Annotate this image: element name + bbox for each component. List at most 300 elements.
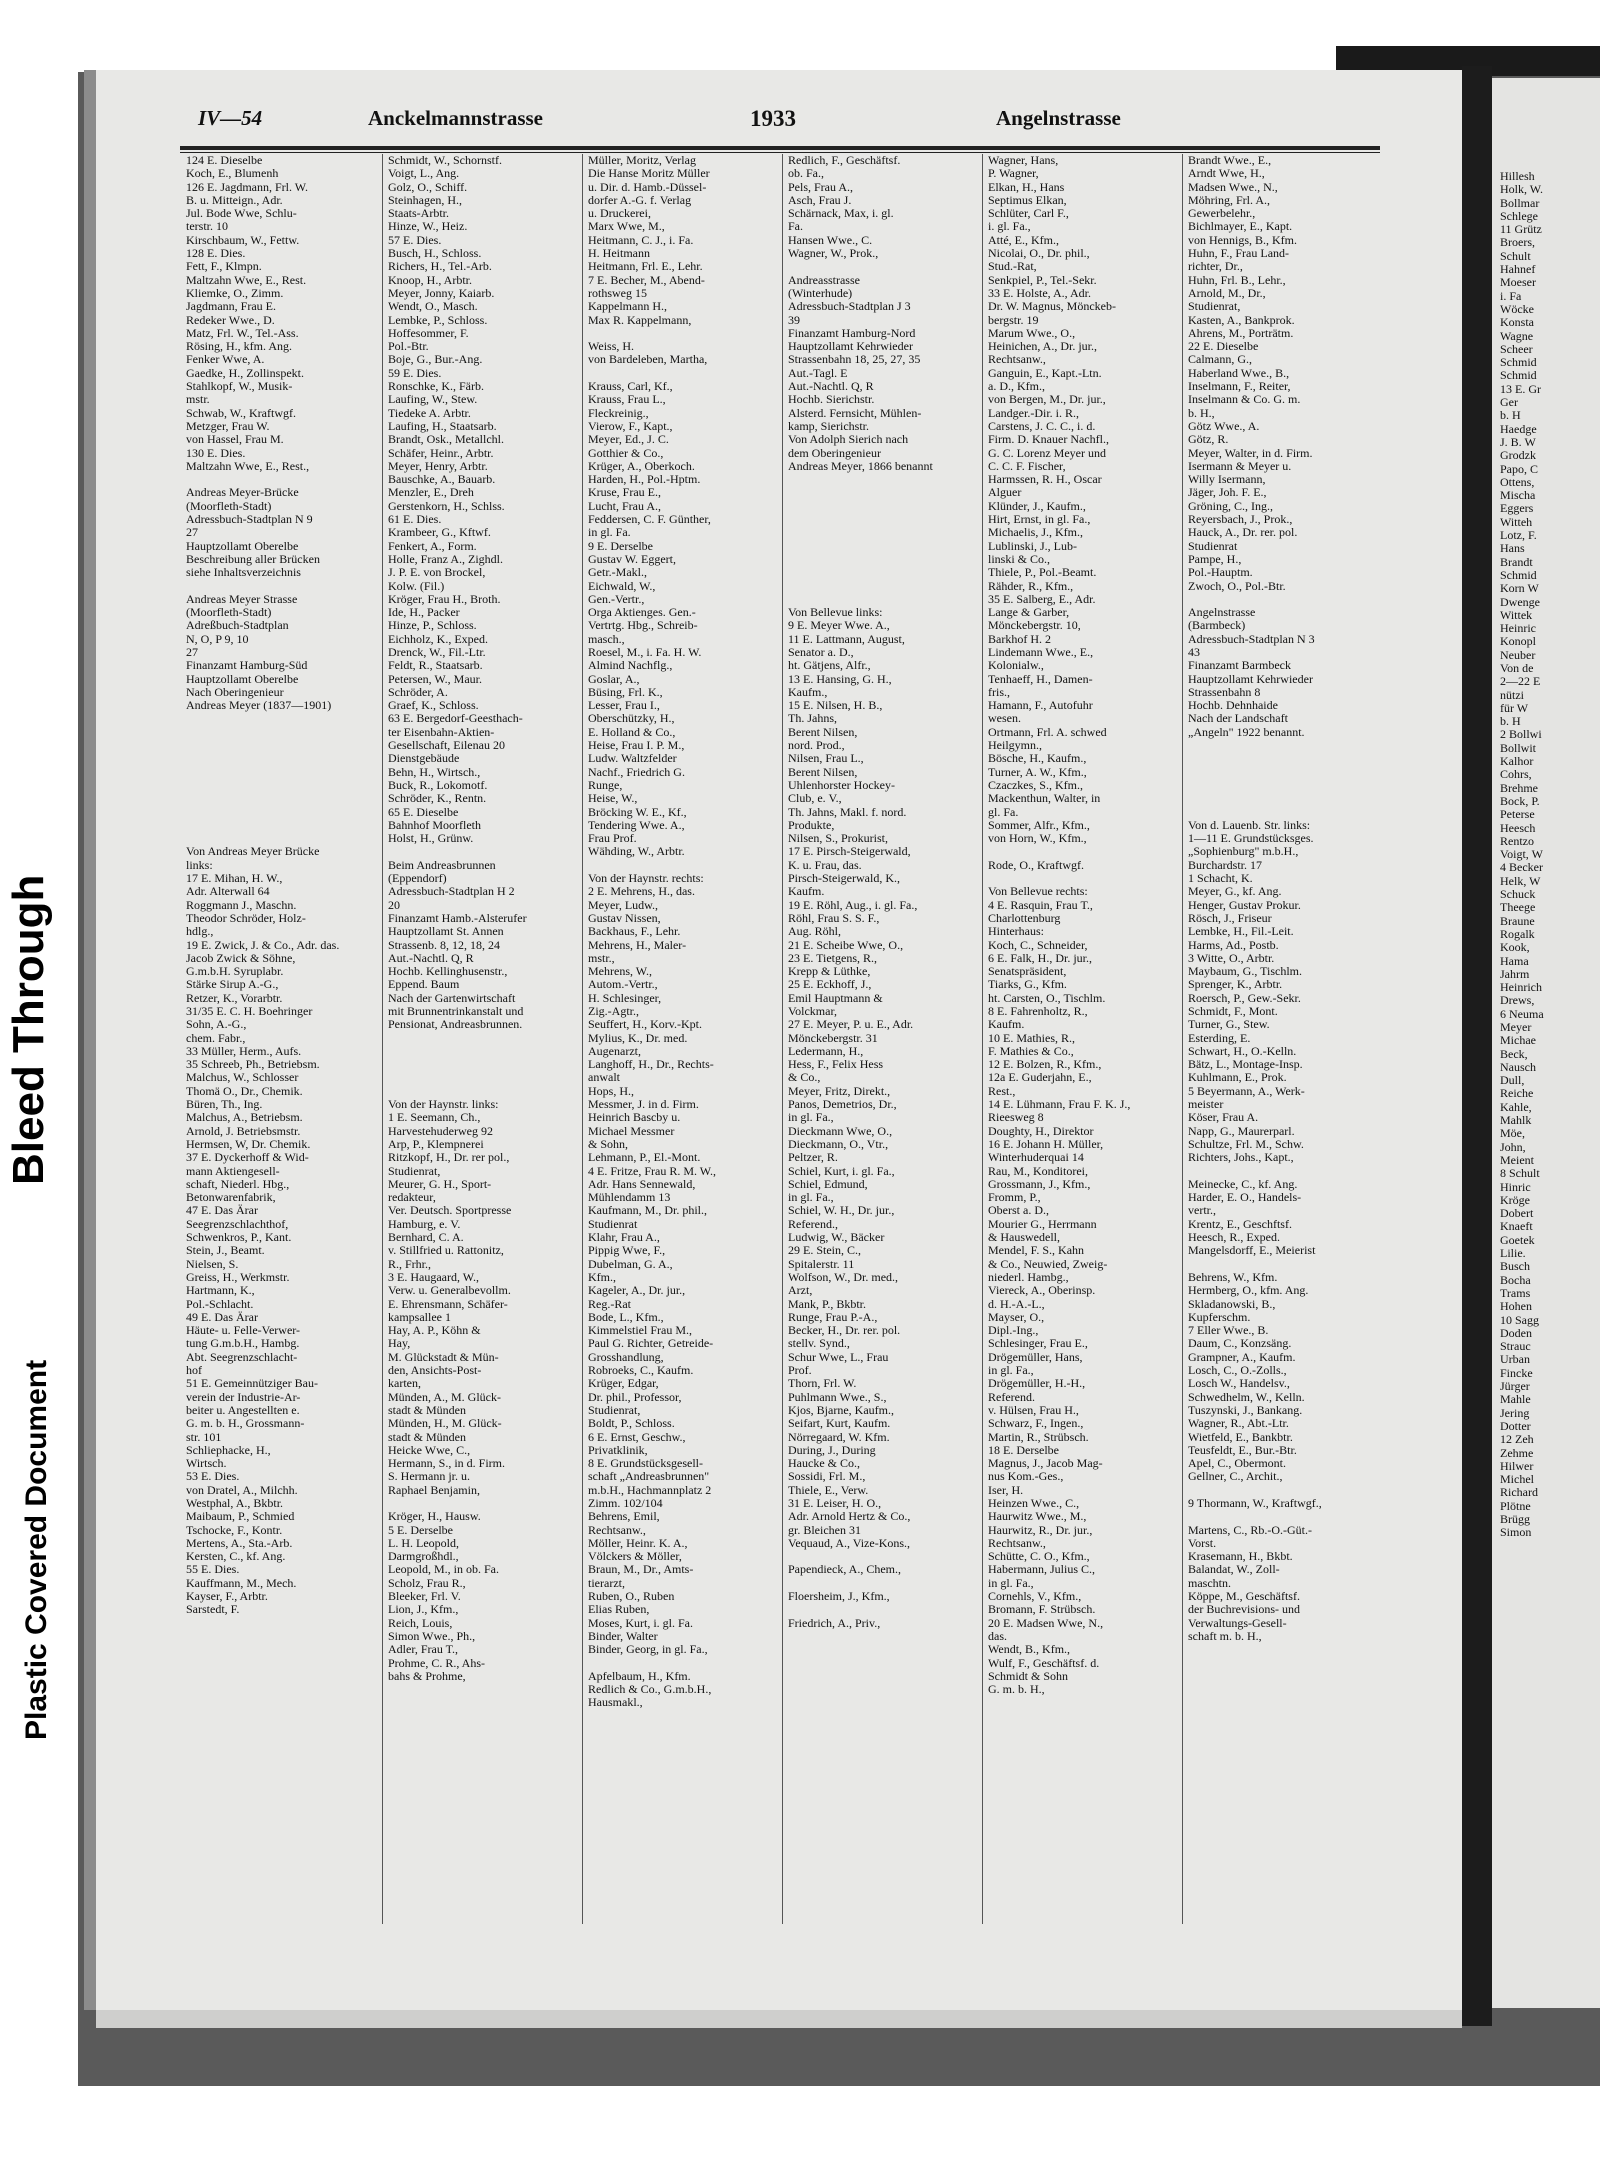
facing-page-line: 8 Schult (1500, 1166, 1540, 1181)
directory-line: Raphael Benjamin, (388, 1483, 480, 1497)
directory-line: Elias Ruben, (588, 1603, 650, 1617)
directory-line: Haucke & Co., (788, 1457, 860, 1471)
directory-line: 1 Schacht, K. (1188, 872, 1253, 886)
facing-page-line: Moeser (1500, 275, 1536, 290)
directory-line: tierarzt, (588, 1576, 625, 1590)
facing-page-line: Dull, (1500, 1073, 1525, 1088)
directory-line: Schultze, Frl. M., Schw. (1188, 1137, 1304, 1151)
directory-line: Meurer, G. H., Sport- (388, 1177, 492, 1191)
directory-line: Dienstgebäude (388, 752, 460, 766)
directory-line: Emil Hauptmann & (788, 991, 883, 1005)
directory-line: Uhlenhorster Hockey- (788, 778, 895, 792)
directory-line: Referend., (788, 1217, 838, 1231)
directory-line: Verw. u. Generalbevollm. (388, 1284, 511, 1298)
directory-line: 39 (788, 313, 800, 327)
directory-line: 18 E. Derselbe (988, 1443, 1059, 1457)
directory-line: Papendieck, A., Chem., (788, 1563, 901, 1577)
directory-line: Lublinski, J., Lub- (988, 539, 1077, 553)
directory-line: Grosshandlung, (588, 1350, 664, 1364)
directory-line: 12 E. Bolzen, R., Kfm., (988, 1058, 1102, 1072)
directory-line: Hay, (388, 1337, 411, 1351)
directory-line: Hinze, W., Heiz. (388, 220, 468, 234)
directory-line: Gerstenkorn, H., Schlss. (388, 499, 505, 513)
directory-line: Hauptzollamt St. Annen (388, 925, 504, 939)
header-rule-thin (180, 152, 1380, 153)
directory-line: Leopold, M., in ob. Fa. (388, 1563, 499, 1577)
facing-page-line: Schult (1500, 248, 1531, 263)
directory-line: redakteur, (388, 1191, 436, 1205)
facing-page-line: Schuck (1500, 887, 1536, 902)
directory-line: 61 E. Dies. (388, 513, 442, 527)
directory-line: Richters, Johs., Kapt., (1188, 1151, 1294, 1165)
directory-line (186, 473, 376, 486)
directory-line: R., Frhr., (388, 1257, 432, 1271)
bleed-through-label: Bleed Through (4, 874, 53, 1185)
directory-line (788, 1550, 976, 1563)
directory-line: Wagner, W., Prok., (788, 247, 879, 261)
directory-line: Ahrens, M., Porträtm. (1188, 326, 1294, 340)
directory-line: Willy Isermann, (1188, 473, 1266, 487)
directory-line: Binder, Walter (588, 1629, 658, 1643)
facing-page-line: Eggers (1500, 501, 1534, 516)
directory-line: Zwoch, O., Pol.-Btr. (1188, 579, 1286, 593)
directory-line: Götz Wwe., A. (1188, 419, 1260, 433)
directory-line (788, 526, 976, 539)
directory-line: Krasemann, H., Bkbt. (1188, 1550, 1293, 1564)
directory-line: Nilsen, Frau L., (788, 752, 864, 766)
directory-line: Zimm. 102/104 (588, 1496, 663, 1510)
directory-line: Buck, R., Lokomotf. (388, 778, 488, 792)
directory-line: Bode, L., Kfm., (588, 1310, 664, 1324)
directory-line: Napp, G., Maurerparl. (1188, 1124, 1295, 1138)
directory-line: Behn, H., Wirtsch., (388, 765, 481, 779)
directory-line: Stein, J., Beamt. (186, 1244, 265, 1258)
directory-line: Thorn, Frl. W. (788, 1377, 857, 1391)
facing-page-line: 12 Zeh (1500, 1432, 1534, 1447)
directory-line: Frau Prof. (588, 832, 637, 846)
directory-line: Laufing, W., Stew. (388, 393, 478, 407)
directory-line: von Horn, W., Kfm., (988, 832, 1087, 846)
directory-line: (Moorfleth-Stadt) (186, 499, 272, 513)
directory-line: Rähder, R., Kfm., (988, 579, 1074, 593)
directory-line: das. (988, 1629, 1007, 1643)
facing-page-line: Grodzk (1500, 448, 1536, 463)
facing-page-line: Witteh (1500, 514, 1533, 529)
directory-line: Adr. Arnold Hertz & Co., (788, 1510, 911, 1524)
directory-line (186, 580, 376, 593)
directory-column-3 (588, 154, 776, 1924)
directory-line: von Hassel, Frau M. (186, 433, 284, 447)
facing-page-line: Kahle, (1500, 1099, 1532, 1114)
directory-line: 3 Witte, O., Arbtr. (1188, 951, 1275, 965)
directory-line: verein der Industrie-Ar- (186, 1390, 301, 1404)
directory-line: Thiele, P., Pol.-Beamt. (988, 566, 1097, 580)
directory-line: Kappelmann H., (588, 300, 667, 314)
directory-line: Gen.-Vertr., (588, 592, 645, 606)
directory-line: 4 E. Fritze, Frau R. M. W., (588, 1164, 716, 1178)
directory-line: Huhn, F., Frau Land- (1188, 247, 1290, 261)
directory-line: bahs & Prohme, (388, 1669, 466, 1683)
directory-line: schaft, Niederl. Hbg., (186, 1177, 290, 1191)
side-label-strip (0, 700, 60, 1780)
directory-line (186, 752, 376, 765)
directory-line: Henger, Gustav Prokur. (1188, 898, 1301, 912)
directory-line: Kfm., (588, 1270, 616, 1284)
directory-line: Richers, H., Tel.-Arb. (388, 260, 492, 274)
directory-line: & Sohn, (588, 1137, 629, 1151)
directory-line: Kasten, A., Bankprok. (1188, 313, 1295, 327)
directory-line: 5 Beyermann, A., Werk- (1188, 1084, 1305, 1098)
directory-line: Adressbuch-Stadtplan J 3 (788, 300, 911, 314)
directory-line: Dubelman, G. A., (588, 1257, 673, 1271)
directory-line: links: (186, 858, 213, 872)
directory-line: Schwab, W., Kraftwgf. (186, 406, 296, 420)
directory-line (186, 726, 376, 739)
facing-page-line: 2 Bollwi (1500, 727, 1542, 742)
facing-page-line: Dwenge (1500, 594, 1540, 609)
directory-line (1188, 593, 1384, 606)
directory-line (788, 473, 976, 486)
directory-line: Hermsen, W, Dr. Chemik. (186, 1137, 311, 1151)
facing-page-line: 11 Grütz (1500, 222, 1542, 237)
directory-line: 57 E. Dies. (388, 233, 442, 247)
directory-line: (Winterhude) (788, 286, 853, 300)
facing-page-line: 6 Neuma (1500, 1006, 1544, 1021)
directory-line: Losch, C., O.-Zolls., (1188, 1364, 1287, 1378)
directory-line: Behrens, W., Kfm. (1188, 1270, 1278, 1284)
facing-page-line: Simon (1500, 1525, 1532, 1540)
directory-line: Th. Jahns, Makl. f. nord. (788, 805, 907, 819)
directory-line (988, 845, 1176, 858)
directory-line: Robroeks, C., Kaufm. (588, 1364, 694, 1378)
directory-line: Nicolai, O., Dr. phil., (988, 247, 1090, 261)
directory-line: 33 Müller, Herm., Aufs. (186, 1044, 302, 1058)
directory-line: Wagner, Hans, (988, 154, 1059, 167)
directory-line: Backhaus, F., Lehr. (588, 925, 681, 939)
directory-line: 21 E. Scheibe Wwe, O., (788, 938, 904, 952)
directory-line: Apel, C., Obermont. (1188, 1457, 1286, 1471)
directory-line: Vierow, F., Kapt., (588, 419, 673, 433)
directory-line: Haurwitz, R., Dr. jur., (988, 1523, 1093, 1537)
facing-page-line: Helk, W (1500, 873, 1541, 888)
directory-line: hdlg., (186, 925, 214, 939)
facing-page-line: Michel (1500, 1472, 1534, 1487)
directory-line: Vorst. (1188, 1536, 1217, 1550)
directory-line: Krüger, A., Oberkoch. (588, 459, 695, 473)
directory-line: Kaufmann, M., Dr. phil., (588, 1204, 707, 1218)
directory-line: Roggmann J., Maschn. (186, 898, 297, 912)
directory-line: Scholz, Frau R., (388, 1576, 466, 1590)
directory-line: Schärnack, Max, i. gl. (788, 207, 894, 221)
directory-line: Puhlmann Wwe., S., (788, 1390, 887, 1404)
facing-page-line: Meient (1500, 1152, 1534, 1167)
directory-line: Czaczkes, S., Kfm., (988, 778, 1083, 792)
directory-line: Martens, C., Rb.-O.-Güt.- (1188, 1523, 1312, 1537)
directory-line: Vertrtg. Hbg., Schreib- (588, 619, 698, 633)
directory-line: Goslar, A., (588, 672, 640, 686)
directory-line: Harder, E. O., Handels- (1188, 1191, 1302, 1205)
facing-page-line: 2—22 E (1500, 674, 1541, 689)
facing-page-line: nützi (1500, 687, 1524, 702)
directory-line: Pels, Frau A., (788, 180, 854, 194)
directory-line: Skladanowski, B., (1188, 1297, 1276, 1311)
directory-line: Simon Wwe., Ph., (388, 1629, 476, 1643)
directory-line: Schmidt, W., Schornstf. (388, 154, 503, 167)
directory-line: Lehmann, P., El.-Mont. (588, 1151, 701, 1165)
directory-line: Seegrenzschlachthof, (186, 1217, 289, 1231)
directory-line: Runge, (588, 778, 623, 792)
directory-line: Wagner, R., Abt.-Ltr. (1188, 1417, 1289, 1431)
directory-line: Finanzamt Barmbeck (1188, 659, 1291, 673)
directory-line (186, 779, 376, 792)
directory-line: Runge, Frau P.-A., (788, 1310, 878, 1324)
directory-line: 15 E. Nilsen, H. B., (788, 699, 883, 713)
directory-line: Möhring, Frl. A., (1188, 193, 1271, 207)
directory-line: & Co., (788, 1071, 821, 1085)
directory-line: Hartmann, K., (186, 1284, 255, 1298)
facing-page-line: Jürger (1500, 1379, 1530, 1394)
directory-line (388, 1071, 576, 1084)
facing-page-line: Möe, (1500, 1126, 1525, 1141)
directory-line (186, 806, 376, 819)
facing-page-line: Schmid (1500, 368, 1537, 383)
directory-line: Studienrat, (1188, 300, 1241, 314)
directory-line: Seifart, Kurt, Kaufm. (788, 1417, 891, 1431)
directory-line: Prof. (788, 1364, 812, 1378)
directory-line: Mendel, F. S., Kahn (988, 1244, 1085, 1258)
directory-line: (Moorfleth-Stadt) (186, 606, 272, 620)
directory-line: Asch, Frau J. (788, 193, 852, 207)
directory-line: Drögemüller, H.-H., (988, 1377, 1086, 1391)
directory-line: Bernhard, C. A. (388, 1231, 464, 1245)
directory-line: Moses, Kurt, i. gl. Fa. (588, 1616, 693, 1630)
directory-line: Inselmann, F., Reiter, (1188, 380, 1291, 394)
facing-page-line: Hans (1500, 541, 1525, 556)
directory-line: Redlich, F., Geschäftsf. (788, 154, 901, 167)
directory-line: Krentz, E., Geschftsf. (1188, 1217, 1292, 1231)
directory-line: Tschocke, F., Kontr. (186, 1523, 283, 1537)
directory-line (388, 1058, 576, 1071)
directory-line: Stahlkopf, W., Musik- (186, 380, 293, 394)
facing-page-line: Bock, P. (1500, 793, 1540, 808)
directory-line (988, 872, 1176, 885)
directory-line: 29 E. Stein, C., (788, 1244, 862, 1258)
directory-line: Schliephacke, H., (186, 1443, 271, 1457)
directory-line: Drenck, W., Fil.-Ltr. (388, 645, 486, 659)
directory-line: Wulf, F., Geschäftsf. d. (988, 1656, 1100, 1670)
directory-line: Produkte, (788, 818, 835, 832)
facing-page-line: Braune (1500, 913, 1535, 928)
directory-line: Schmidt, F., Mont. (1188, 1005, 1278, 1018)
directory-line: Fenker Wwe, A. (186, 353, 265, 367)
directory-line: Ide, H., Packer (388, 606, 460, 620)
directory-line (788, 553, 976, 566)
facing-page-line: Konopl (1500, 634, 1536, 649)
directory-line: Ganguin, E., Kapt.-Ltn. (988, 366, 1102, 380)
directory-line (788, 260, 976, 273)
directory-line: Kayser, F., Arbtr. (186, 1590, 268, 1604)
directory-line: Oberst a. D., (988, 1204, 1049, 1218)
directory-line: & Co., Neuwied, Zweig- (988, 1257, 1108, 1271)
directory-line: Schiel, W. H., Dr. jur., (788, 1204, 895, 1218)
directory-line: ter Eisenbahn-Aktien- (388, 725, 495, 739)
directory-line: Münden, H., M. Glück- (388, 1417, 502, 1431)
column-divider (982, 154, 983, 1924)
directory-line (788, 513, 976, 526)
facing-page-line: Kook, (1500, 940, 1530, 955)
directory-line: Atté, E., Kfm., (988, 233, 1059, 247)
directory-line: Strassenbahn 18, 25, 27, 35 (788, 353, 921, 367)
directory-line: tung G.m.b.H., Hambg. (186, 1337, 300, 1351)
facing-page-line: Von de (1500, 660, 1534, 675)
directory-line: Hauptzollamt Kehrwieder (788, 340, 913, 354)
directory-line: Pensionat, Andreasbrunnen. (388, 1018, 523, 1032)
directory-line (388, 845, 576, 858)
facing-page-line: Strauc (1500, 1339, 1531, 1354)
directory-line: nord. Prod., (788, 739, 845, 753)
directory-line: a. D., Kfm., (988, 380, 1045, 394)
directory-line: Gellner, C., Archit., (1188, 1470, 1283, 1484)
directory-line: Rest., (988, 1084, 1016, 1098)
facing-page-line: Wittek (1500, 607, 1533, 622)
directory-line: Tendering Wwe. A., (588, 818, 685, 832)
directory-line: Schwart, H., O.-Kelln. (1188, 1044, 1297, 1058)
directory-line: v. Stillfried u. Rattonitz, (388, 1244, 504, 1258)
directory-line (788, 1603, 976, 1616)
directory-line: Bösche, H., Kaufm., (988, 752, 1087, 766)
directory-line: Apfelbaum, H., Kfm. (588, 1669, 691, 1683)
directory-line: Schmidt & Sohn (988, 1669, 1069, 1683)
facing-page-line: Schlege (1500, 208, 1538, 223)
facing-page-line: Beck, (1500, 1046, 1528, 1061)
directory-line: 31 E. Leiser, H. O., (788, 1496, 882, 1510)
directory-line: Gustav Nissen, (588, 911, 661, 925)
directory-line: Wolfson, W., Dr. med., (788, 1270, 899, 1284)
facing-page-line: Cohrs, (1500, 767, 1532, 782)
directory-line: Nach der Gartenwirtschaft (388, 991, 516, 1005)
directory-line (788, 580, 976, 593)
directory-line: v. Hülsen, Frau H., (988, 1403, 1079, 1417)
directory-line: Brandt, Osk., Metallchl. (388, 433, 504, 447)
directory-line: Krauss, Frau L., (588, 393, 666, 407)
facing-page-line: Brehme (1500, 780, 1538, 795)
facing-page-line: Drews, (1500, 993, 1535, 1008)
directory-line: Daum, C., Konzsäng. (1188, 1337, 1292, 1351)
directory-line: Senator a. D., (788, 645, 854, 659)
directory-line (388, 1045, 576, 1058)
directory-line: Hirt, Ernst, in gl. Fa., (988, 513, 1091, 527)
directory-line: Alguer (988, 486, 1022, 500)
directory-line: meister (1188, 1098, 1224, 1112)
directory-line: Kuhlmann, E., Prok. (1188, 1071, 1287, 1085)
directory-line: Senkpiel, P., Tel.-Sekr. (988, 273, 1097, 287)
directory-line (788, 593, 976, 606)
facing-page-column (1500, 170, 1544, 1540)
directory-line (588, 859, 776, 872)
facing-page-line: Peterse (1500, 807, 1535, 822)
directory-line: i. gl. Fa., (988, 220, 1031, 234)
directory-line: Schwarz, F., Ingen., (988, 1417, 1084, 1431)
directory-line: Beschreibung aller Brücken (186, 552, 320, 566)
year-heading: 1933 (750, 106, 796, 131)
directory-line (1188, 1258, 1384, 1271)
directory-line: Marum Wwe., O., (988, 326, 1076, 340)
directory-line: (Eppendorf) (388, 872, 447, 886)
directory-line: gr. Bleichen 31 (788, 1523, 861, 1537)
directory-line: Schur Wwe, L., Frau (788, 1350, 889, 1364)
directory-line: Kirschbaum, W., Fettw. (186, 233, 300, 247)
facing-page-line: Theege (1500, 900, 1536, 915)
directory-line: Klahr, Frau A., (588, 1231, 660, 1245)
facing-page-line: Plötne (1500, 1498, 1531, 1513)
directory-line: in gl. Fa. (588, 526, 631, 540)
directory-line: vertr., (1188, 1204, 1216, 1218)
facing-page-line: Brandt (1500, 554, 1533, 569)
directory-line: Malchus, W., Schlosser (186, 1071, 299, 1085)
directory-line: G. C. Lorenz Meyer und (988, 446, 1106, 460)
directory-line: Harmssen, R. H., Oscar (988, 473, 1102, 487)
directory-line: mstr., (588, 951, 615, 965)
directory-line: 8 E. Fahrenholtz, R., (988, 1005, 1088, 1018)
directory-line: maschtn. (1188, 1576, 1231, 1590)
directory-line: K. u. Frau, das. (788, 858, 862, 872)
directory-line: 16 E. Johann H. Müller, (988, 1137, 1104, 1151)
directory-line: Ortmann, Frl. A. schwed (988, 725, 1107, 739)
facing-page-line: Reiche (1500, 1086, 1534, 1101)
directory-line: gl. Fa. (988, 805, 1019, 819)
facing-page-line: Wöcke (1500, 301, 1534, 316)
directory-line: Rechtsanw., (588, 1523, 646, 1537)
directory-line: Bauschke, A., Bauarb. (388, 473, 496, 487)
directory-line: Studienrat (1188, 539, 1238, 553)
directory-line: Arzt, (788, 1284, 813, 1298)
directory-line: Greiss, H., Werkmstr. (186, 1270, 290, 1284)
directory-line: 6 E. Falk, H., Dr. jur., (988, 951, 1092, 965)
directory-line: 35 Schreeb, Ph., Betriebsm. (186, 1058, 320, 1072)
directory-line: 7 E. Becher, M., Abend- (588, 273, 705, 287)
directory-line: Abt. Seegrenzschlacht- (186, 1350, 298, 1364)
directory-line: Berent Nilsen, (788, 725, 858, 739)
directory-line: Elkan, H., Hans (988, 180, 1065, 194)
directory-line: Meyer, Walter, in d. Firm. (1188, 446, 1313, 460)
directory-line: Ritzkopf, H., Dr. rer pol., (388, 1151, 510, 1165)
facing-page-line: Hillesh (1500, 169, 1535, 183)
directory-line (388, 1032, 576, 1045)
directory-line: Hay, A. P., Köhn & (388, 1324, 481, 1338)
directory-line: Roersch, P., Gew.-Sekr. (1188, 991, 1301, 1005)
directory-line: M. Glückstadt & Mün- (388, 1350, 499, 1364)
directory-line: Oberschützky, H., (588, 712, 675, 726)
directory-line (186, 766, 376, 779)
directory-line: Marx Wwe, M., (588, 220, 665, 234)
directory-line: in gl. Fa., (988, 1364, 1034, 1378)
directory-line: Metzger, Frau W. (186, 419, 270, 433)
directory-line: Adr. Hans Sennewald, (588, 1177, 696, 1191)
directory-line: Ver. Deutsch. Sportpresse (388, 1204, 512, 1218)
directory-line: b. H., (1188, 406, 1215, 420)
directory-line (1188, 806, 1384, 819)
directory-line: Matz, Frl. W., Tel.-Ass. (186, 326, 299, 340)
directory-line: Dieckmann, O., Vtr., (788, 1137, 889, 1151)
directory-line: Gesellschaft, Eilenau 20 (388, 739, 505, 753)
directory-line: 23 E. Tietgens, R., (788, 951, 878, 965)
directory-line: Sommer, Alfr., Kfm., (988, 818, 1090, 832)
directory-line: Rösch, J., Friseur (1188, 911, 1272, 925)
directory-line: F. Mathies & Co., (988, 1044, 1074, 1058)
facing-page-line: Papo, C (1500, 461, 1539, 476)
directory-line: Brandt Wwe., E., (1188, 154, 1272, 167)
directory-line: 65 E. Dieselbe (388, 805, 459, 819)
